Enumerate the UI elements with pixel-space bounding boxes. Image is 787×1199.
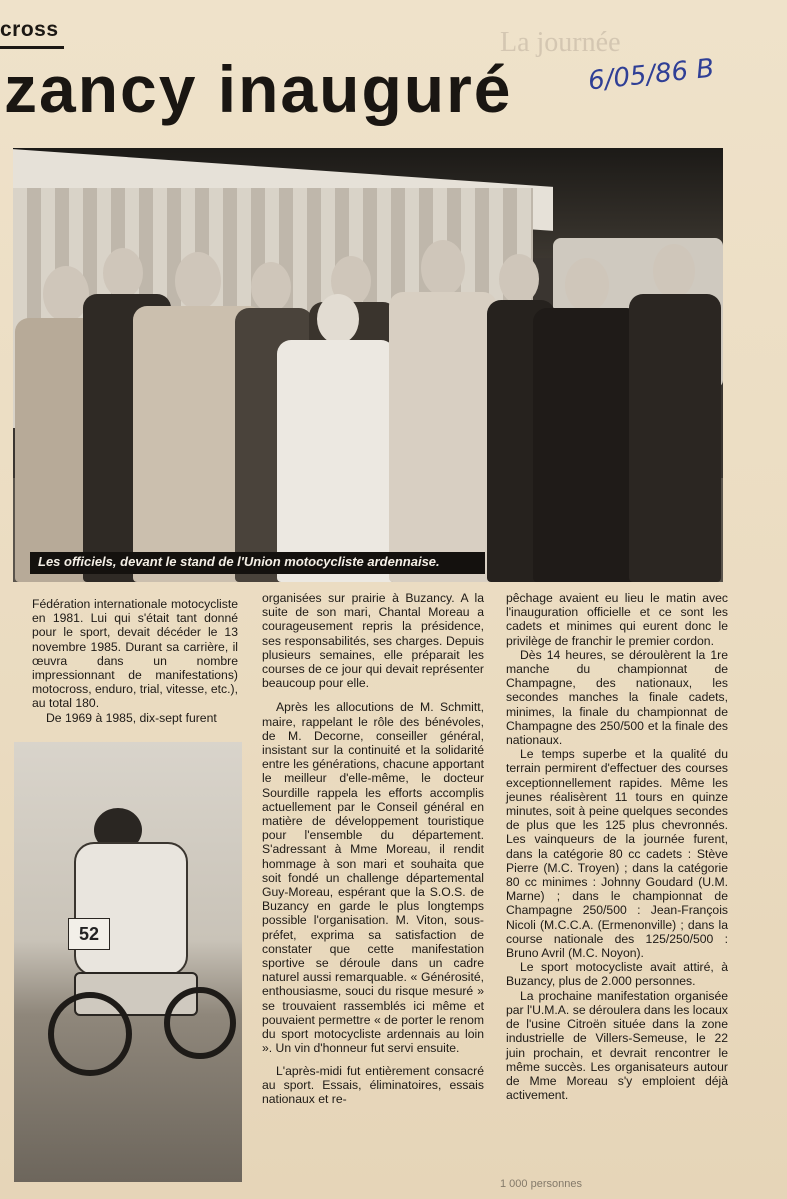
- article-column-1: [32, 597, 238, 725]
- bleed-through-text: La journée: [500, 27, 621, 58]
- officials-photo: [13, 148, 723, 582]
- person-figure: [277, 294, 397, 582]
- paragraph: La prochaine manifestation organisée par l'U.M.A. se déroulera dans les locaux de l'usine Citroën située dans la zone industrielle de Villers-Semeuse, le 22 juin prochain, et devrait rencontrer le même succès. Les organisateurs autour de Mme Moreau s'y emploient déjà activement.: [506, 988, 728, 1103]
- rear-wheel: [164, 987, 236, 1059]
- person-figure: [533, 258, 643, 582]
- person-figure: [389, 240, 499, 582]
- race-number-plate: 52: [68, 918, 110, 950]
- paragraph: Fédération internationale motocycliste en 1981. Lui qui s'était tant donné pour le sport, devait décéder le 13 novembre 1985. Durant sa carrière, il œuvra dans un nombre impressionnant de manifestations) motocross, enduro, trial, vitesse, etc.), au total 180.: [32, 597, 238, 711]
- paragraph: De 1969 à 1985, dix-sept furent: [46, 710, 217, 725]
- article-column-3: [506, 591, 728, 1102]
- paragraph: Dès 14 heures, se déroulèrent la 1re manche du championnat de Champagne, des nationaux, les secondes manches la finale cadets, minimes, la finale du championnat de Champagne des 250/500 et la finale des nationaux.: [506, 647, 728, 748]
- headline: zancy inauguré: [4, 52, 513, 126]
- paragraph: L'après-midi fut entièrement consacré au sport. Essais, éliminatoires, essais nationaux et re-: [262, 1063, 484, 1106]
- paragraph: Après les allocutions de M. Schmitt, maire, rappelant le rôle des bénévoles, de M. Decorne, conseiller général, insistant sur la continuité et la solidarité entre les générations, chacune apportant le meilleur d'elle-même, le docteur Sourdille rappela les efforts accomplis actuellement par le Conseil général en matière de développement touristique pour l'ensemble du département. S'adressant à Mme Moreau, il rendit hommage à son mari et souhaita que soit fondé un challenge départemental Guy-Moreau, espérant que la S.O.S. de Buzancy en garde le plus longtemps possible l'organisation. M. Viton, sous-préfet, exprima sa satisfaction de constater que cette manifestation sportive se déroule dans un cadre naturel aussi remarquable. « Générosité, enthousiasme, souci du risque mesuré » se trouvaient rassemblés ici même et pouvaient permettre « de porter le renom du sport motocycliste ardennais au loin ». Un vin d'honneur fut servi ensuite.: [262, 700, 484, 1056]
- section-kicker: cross: [0, 18, 59, 41]
- rider-shape: [74, 842, 188, 976]
- photo-caption: Les officiels, devant le stand de l'Union motocycliste ardennaise.: [38, 554, 440, 569]
- paragraph: organisées sur prairie à Buzancy. A la suite de son mari, Chantal Moreau a courageusement repris la présidence, ses responsabilités, ses charges. Depuis plusieurs semaines, elle préparait les courses de ce jour qui devait représenter beaucoup pour elle.: [262, 591, 484, 691]
- bleed-through-text-bottom: 1 000 personnes: [500, 1178, 582, 1190]
- article-column-2: [262, 591, 484, 1106]
- paragraph: Le sport motocycliste avait attiré, à Buzancy, plus de 2.000 personnes.: [506, 960, 728, 989]
- kicker-rule: [0, 46, 64, 49]
- person-figure: [629, 244, 723, 582]
- paragraph: Le temps superbe et la qualité du terrain permirent d'effectuer des courses exceptionnellement rapides. Même les jeunes réalisèrent 11 tours en quinze minutes, soit à peine quelques secondes de plus que les 125 plus chevronnés. Les vainqueurs de la journée furent, dans la catégorie 80 cc cadets : Stève Pierre (M.C. Troyen) ; dans la catégorie 80 cc minimes : Johnny Goudard (U.M. Marne) ; dans le championnat de Champagne 250/500 : Jean-François Nicoli (M.C.C.A. (Ermenonville) ; dans la course nationale des 125/250/500 : Bruno Avril (M.C. Noyon).: [506, 747, 728, 961]
- front-wheel: [48, 992, 132, 1076]
- motocross-rider-photo: [14, 742, 242, 1182]
- handwritten-date: 6/05/86 B: [586, 53, 716, 97]
- paragraph: pêchage avaient eu lieu le matin avec l'inauguration officielle et ce sont les cadets et minimes qui eurent donc le privilège de franchir le premier cordon.: [506, 591, 728, 648]
